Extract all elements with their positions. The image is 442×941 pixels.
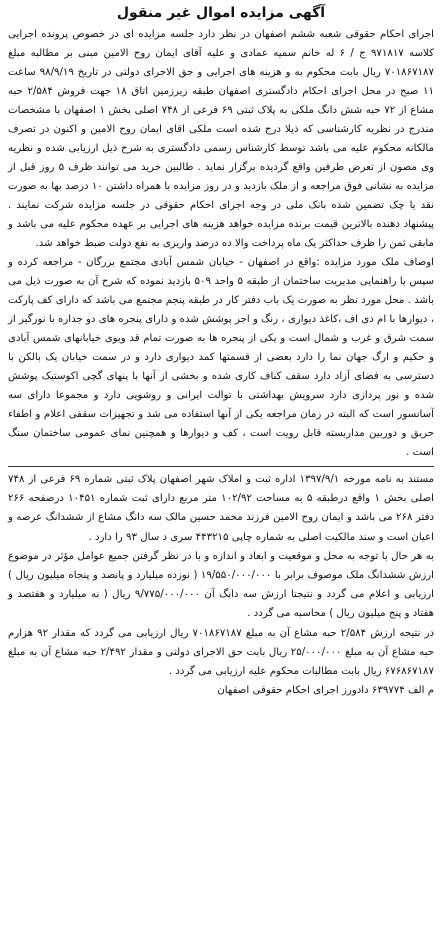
- notice-title: آگهی مزایده اموال غیر منقول: [116, 5, 326, 21]
- valuation-paragraph: به هر حال با توجه به محل و موقعیت و ابعاد و اندازه و با در نظر گرفتن جمیع عوامل مؤثر در موضوع ارزش ششدانگ ملک موصوف برابر با ۱۹/۵۵۰/۰۰۰/۰۰۰ ( نوزده میلیارد و پانصد و پنجاه میلیون ریال ) ارزیابی و اعلام می گردد و نتیجتا ارزش سه دانگ آن ۹/۷۷۵/۰۰۰/۰۰۰ ریال ( نه میلیارد و هفتصد و هفتاد و پنج میلیون ریال ) محاسبه می گردد .: [8, 550, 435, 620]
- notice-intro: اجرای احکام حقوقی شعبه ششم اصفهان در نظر دارد جلسه مزایده ای در خصوص پرونده اجرایی کلاسه ۹۷۱۸۱۷ ج / ۶ له خانم سمیه عمادی و علیه آقای ایمان روح الامین مبنی بر مطالبه مبلغ ۷۰۱۸۶۷۱۸۷ ریال بابت محکوم به و هزینه های اجرایی و حق الاجرای دولتی در تاریخ ۹۸/۹/۱۹ ساعت ۱۱ صبح در محل اجرای احکام دادگستری اصفهان طبقه زیرزمین اتاق ۱۸ جهت فروش ۲/۵۸۴ حبه مشاع از ۷۲ حبه شش دانگ ملکی به پلاک ثبتی ۶۹ فرعی از ۷۴۸ اصلی بخش ۱ اصفهان با مشخصات مندرج در نظریه کارشناسی که ذیلا درج شده است ملکی اقای ایمان روح الامین و اکنون در تصرف مالکانه محکوم علیه می باشد توسط کارشناس رسمی دادگستری به شرح ذیل ارزیابی شده و نظریه وی مصون از تعرض طرفین واقع گردیده برگزار نماید . طالبین خرید می توانند ظرف ۵ روز قبل از مزایده به نشانی فوق مراجعه و از ملک بازدید و در روز مزایده با همراه داشتن ۱۰ درصد بها به صورت نقد یا چک تضمین شده بانک ملی در وجه اجرای احکام حقوقی در جلسه مزایده شرکت نمایند . پیشنهاد دهنده بالاترین قیمت برنده مزایده خواهد هزینه های اجرایی بر عهده محکوم علیه می باشد و مابقی ثمن را ظرف حداکثر یک ماه پرداخت والا ده درصد واریزی به نفع دولت ضبط خواهد شد.: [8, 29, 435, 249]
- share-value-paragraph: در نتیجه ارزش ۲/۵۸۴ حبه مشاع آن به مبلغ ۷۰۱۸۶۷۱۸۷ ریال ارزیابی می گردد که مقدار ۹۲ هزارم حبه مشاع آن به مبلغ ۲۵/۰۰۰/۰۰۰ ریال بابت حق الاجرای دولتی و مقدار ۲/۴۹۲ حبه مشاع آن به مبلغ ۶۷۶۸۶۷۱۸۷ ریال بابت مطالبات محکوم علیه ارزیابی می گردد .: [8, 627, 434, 678]
- divider: [8, 466, 434, 467]
- registration-paragraph: مستند به نامه مورخه ۱۳۹۷/۹/۱ اداره ثبت و املاک شهر اصفهان پلاک ثبتی شماره ۶۹ فرعی از ۷۴۸ اصلی بخش ۱ واقع درطبقه ۵ به مساحت ۱۰۲/۹۲ متر مربع دارای ثبت شماره ۱۰۴۵۱ درصفحه ۲۶۶ دفتر ۲۶۸ می باشد و ایمان روح الامین فرزند محمد حسین مالک سه دانگ مشاع از ششدانگ عرصه و اعیان است و سند مالکیت اصلی به شماره چاپی ۴۴۳۲۱۵ سری د سال ۹۳ را دارد .: [8, 474, 435, 543]
- property-description: اوصاف ملک مورد مزایده :واقع در اصفهان - خیابان شمس آبادی مجتمع بزرگان - مراجعه کرده و سپس با راهنمایی مدیریت ساختمان از طبقه ۵ واحد ۵۰۹ بازدید نموده که شرح آن به صورت ذیل می باشد . محل مورد نظر به صورت یک باب دفتر کار در طبقه پنجم مجتمع می باشد که دارای کف پارکت ، دیوارها با ام دی اف ،کاغذ دیواری ، رنگ و اجر پوشش شده و دارای پنجره های دو جداره با نورگیر از سمت شرق و غرب و شمال است و یکی از پنجره ها به صورت تمام قد ویوی خیابانهای شمس آبادی و حکیم و ارگ جهان نما را دارد بعضی از قسمتها کمد دیواری دارد و در سمت خیابان یک بالکن با دسترسی به فضای آزاد دارد سقف کناف کاری شده و بخشی از آنها با پنهای گچی اکوستیک پوشش شده و نور پردازی دارد سرویش بهداشتی با توالت ایرانی و روشویی دارد و مجموعا دارای سه آسانسور است که البته در زمان مراجعه یکی از آنها استفاده می شد و تجهیزات سقفی اعلام و اطفاء حریق و دوربین مداربسته قابل رویت است ، کف و دیوارها و همچنین نمای عمومی ساختمان سنگ است .: [8, 257, 435, 458]
- notice-footer: م الف ۶۳۹۷۷۴ دادورز اجرای احکام حقوقی اصفهان: [217, 685, 434, 697]
